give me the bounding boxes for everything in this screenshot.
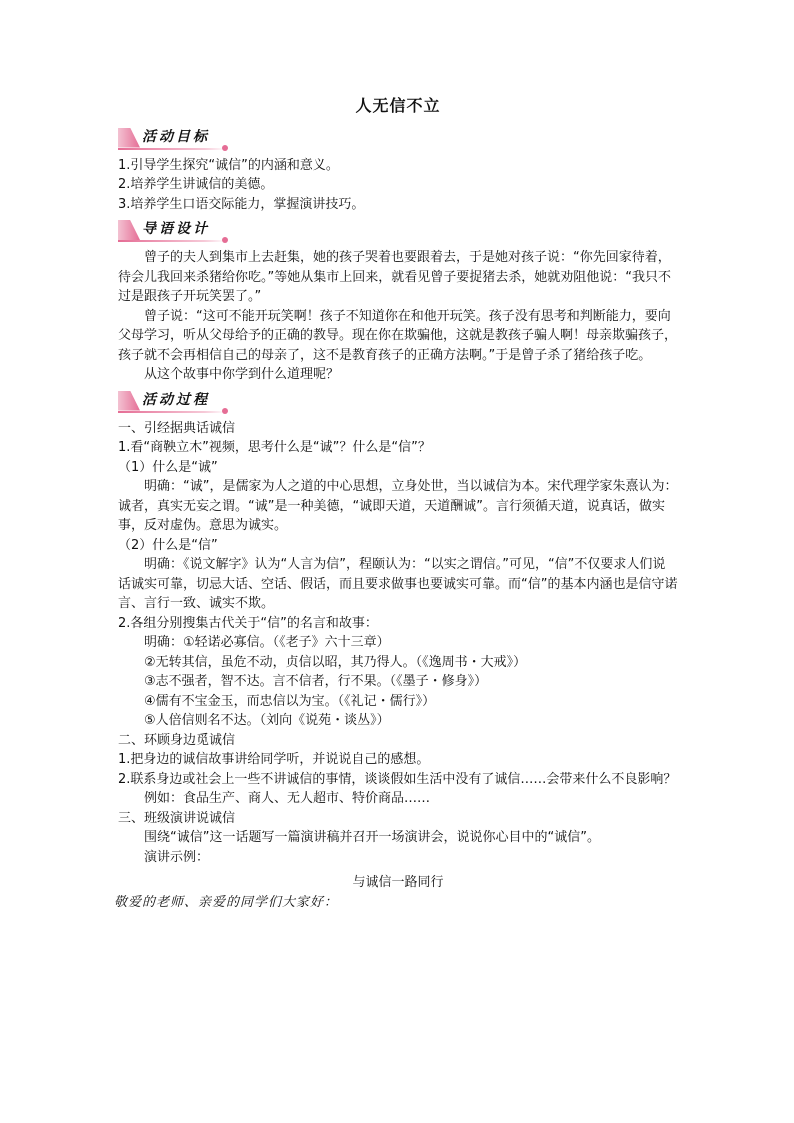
- intro-paragraph: 曾子说：“这可不能开玩笑啊！孩子不知道你在和他开玩笑。孩子没有思考和判断能力，要向父母学习，听从父母给予的正确的教导。现在你在欺骗他，这就是教孩子骗人啊！母亲欺骗孩子，孩子就不会再相信自己的母亲了，这不是教育孩子的正确方法啊。”于是曾子杀了猪给孩子吃。: [118, 308, 678, 363]
- goal-item: 1.引导学生探究“诚信”的内涵和意义。: [118, 157, 339, 173]
- intro-paragraph: 曾子的夫人到集市上去赶集，她的孩子哭着也要跟着去，于是她对孩子说：“你先回家待着，待会儿我回来杀猪给你吃。”等她从集市上回来，就看见曾子要捉猪去杀，她就劝阻他说：“我只不过是跟孩子开玩笑罢了。”: [118, 250, 671, 304]
- section-header-intro: [118, 218, 678, 242]
- section-underline: [118, 411, 226, 413]
- page-title: 人无信不立: [355, 96, 441, 115]
- section-dot-icon: [222, 145, 228, 151]
- answer-paragraph: 明确：“诚”，是儒家为人之道的中心思想，立身处世，当以诚信为本。宋代理学家朱熹认为：诚者，真实无妄之谓。“诚”是一种美德，“诚即天道，天道酬诚”。言行须循天道，说真话，做实事，反对虚伪。意思为诚实。: [118, 479, 678, 533]
- example-label: 演讲示例：: [144, 849, 210, 865]
- speech-title: 与诚信一路同行: [352, 875, 444, 890]
- example-line: 例如：食品生产、商人、无人超市、特价商品……: [144, 791, 431, 806]
- question: 2.各组分别搜集古代关于“信”的名言和故事：: [118, 615, 378, 631]
- question: 1.看“商鞅立木”视频，思考什么是“诚”？什么是“信”？: [118, 440, 431, 455]
- pink-flag-icon: [118, 128, 140, 148]
- part-title: 一、引经据典话诚信: [118, 420, 236, 436]
- section-header-goals: [118, 126, 678, 150]
- document-content: [114, 96, 678, 912]
- quote-item: ③志不强者，智不达。言不信者，行不果。（《墨子・修身》）: [144, 674, 488, 689]
- quote-item: ④儒有不宝金玉，而忠信以为宝。（《礼记・儒行》）: [144, 693, 436, 709]
- quote-item: ⑤人倍信则名不达。（刘向《说苑・谈丛》）: [144, 713, 390, 728]
- section-header-process: [118, 389, 678, 413]
- pink-flag-icon: [118, 220, 140, 240]
- part-title: 三、班级演讲说诚信: [118, 810, 236, 826]
- section-label: 活动目标: [142, 128, 210, 145]
- section-underline: [118, 240, 226, 242]
- goal-item: 2.培养学生讲诚信的美德。: [118, 177, 274, 192]
- task-item: 1.把身边的诚信故事讲给同学听，并说说自己的感想。: [118, 752, 430, 767]
- sub-question: （2）什么是“信”: [118, 537, 218, 553]
- goal-item: 3.培养学生口语交际能力，掌握演讲技巧。: [118, 196, 365, 212]
- section-label: 导语设计: [142, 221, 210, 237]
- task-item: 2.联系身边或社会上一些不讲诚信的事情，谈谈假如生活中没有了诚信……会带来什么不良影响？: [118, 771, 677, 787]
- section-dot-icon: [222, 408, 228, 414]
- quote-item: 明确：①轻诺必寡信。（《老子》六十三章）: [144, 635, 390, 650]
- answer-paragraph: 明确：《说文解字》认为“人言为信”，程颐认为：“以实之谓信。”可见，“信”不仅要求人们说话诚实可靠，切忌大话、空话、假话，而且要求做事也要诚实可靠。而“信”的基本内涵也是信守诺言、言行一致、诚实不欺。: [118, 557, 678, 611]
- sub-question: （1）什么是“诚”: [118, 459, 218, 475]
- quote-item: ②无转其信，虽危不动，贞信以昭，其乃得人。（《逸周书・大戒》）: [144, 654, 527, 670]
- pink-flag-icon: [118, 391, 140, 411]
- speech-salutation: 敬爱的老师、亲爱的同学们大家好：: [114, 894, 339, 910]
- part-title: 二、环顾身边觅诚信: [118, 732, 236, 748]
- section-underline: [118, 148, 226, 150]
- intro-question: 从这个故事中你学到什么道理呢？: [144, 367, 340, 382]
- section-label: 活动过程: [142, 391, 210, 408]
- task-paragraph: 围绕“诚信”这一话题写一篇演讲稿并召开一场演讲会，说说你心目中的“诚信”。: [144, 830, 600, 845]
- section-dot-icon: [222, 237, 228, 243]
